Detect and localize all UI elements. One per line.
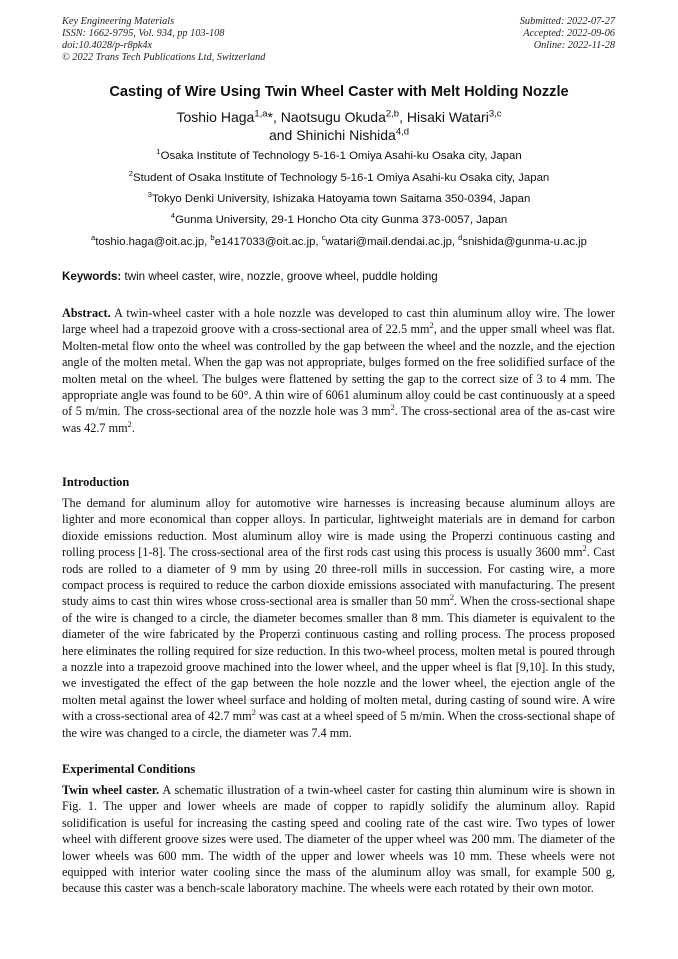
email-sup: a <box>91 233 96 243</box>
email-sup: d <box>458 233 463 243</box>
affiliation-text: Tokyo Denki University, Ishizaka Hatoyama town Saitama 350-0394, Japan <box>151 193 531 205</box>
section-heading-experimental: Experimental Conditions <box>62 762 196 776</box>
email-link[interactable]: watari@mail.dendai.ac.jp, <box>325 236 459 248</box>
author-affil-sup: 1,a <box>254 108 268 120</box>
introduction-paragraph <box>62 495 615 741</box>
author-affil-sup: 3,c <box>488 108 502 120</box>
paper-title: Casting of Wire Using Twin Wheel Caster with Melt Holding Nozzle <box>109 84 569 100</box>
abstract-text: A twin-wheel caster with a hole nozzle was developed to cast thin aluminum alloy wire. The lower large wheel had a trapezoid groove with a cross-sectional area of 22.5 mm <box>62 306 615 337</box>
journal-name: Key Engineering Materials <box>62 16 175 27</box>
email-link[interactable]: e1417033@oit.ac.jp, <box>214 236 322 248</box>
journal-copyright: © 2022 Trans Tech Publications Ltd, Switzerland <box>62 52 266 63</box>
affiliation-sup: 2 <box>128 169 134 179</box>
keywords <box>62 270 438 283</box>
author-and: and <box>268 127 297 143</box>
publication-dates <box>520 16 615 52</box>
experimental-paragraph <box>62 782 615 897</box>
author-name: Naotsugu Okuda <box>280 109 386 125</box>
superscript: 2 <box>429 321 434 331</box>
journal-info <box>62 16 265 64</box>
affiliation <box>0 211 678 226</box>
superscript: 2 <box>251 708 256 718</box>
intro-text: The demand for aluminum alloy for automotive wire harnesses is increasing because aluminum alloys are lighter and more economical than copper alloys. In particular, lightweight materials are in demand for carbon dioxide emissions reduction. Most aluminum alloy wire is made using the Properzi continuous casting and rolling process [1-8]. The cross-sectional area of the first rods cast using this process is usually 3600 mm <box>62 496 615 560</box>
keywords-text: twin wheel caster, wire, nozzle, groove wheel, puddle holding <box>121 270 438 283</box>
superscript: 2 <box>582 544 587 554</box>
intro-text: . When the cross-sectional shape of the wire is changed to a circle, the diameter becomes smaller than 8 mm. This diameter is equivalent to the diameter of the wire fabricated by the Properzi continuous casting and rolling process. The process proposed here eliminates the rolling required for size reduction. In this two-wheel process, molten metal is poured through a nozzle into a trapezoid groove machined into the lower wheel, and the upper wheel is flat [9,10]. In this study, we investigated the effect of the gap between the hole nozzle and the lower wheel, the ejection angle of the molten metal against the lower wheel surface and holding of molten metal, during casting of sound wire. A wire with a cross-sectional area of 42.7 mm <box>62 594 615 724</box>
corresponding-mark: *, <box>267 109 281 125</box>
affiliation-sup: 3 <box>147 190 152 200</box>
abstract-text: . <box>131 420 135 435</box>
intro-text: was cast at a wheel speed of 5 m/min. When the cross-sectional shape of the wire was changed to a circle, the diameter was 7.4 mm. <box>62 709 615 740</box>
abstract-text: , and the upper small wheel was flat. Molten-metal flow onto the wheel was controlled by the gap between the wheel and the nozzle, and the ejection angle of the molten metal. When the gap was not appropriate, bulges formed on the free solidified surface of the molten metal on the wheel. The bulges were flattened by setting the gap to the correct size of 3 to 4 mm. The appropriate angle was found to be 60°. A thin wire of 6061 aluminum alloy could be cast continuously at a speed of 5 m/min. The cross-sectional area of the nozzle hole was 3 mm <box>62 322 615 419</box>
journal-issn: ISSN: 1662-9795, Vol. 934, pp 103-108 <box>62 28 225 39</box>
date-online: Online: 2022-11-28 <box>533 40 615 51</box>
affiliation-text: Osaka Institute of Technology 5-16-1 Omiya Asahi-ku Osaka city, Japan <box>160 150 522 162</box>
affiliation <box>0 169 678 184</box>
superscript: 2 <box>390 403 395 413</box>
keywords-label: Keywords: <box>62 270 122 283</box>
email-sup: b <box>210 233 215 243</box>
author-name: Toshio Haga <box>176 109 255 125</box>
abstract-text: . The cross-sectional area of the as-cast wire was 42.7 mm <box>62 404 615 435</box>
author-name: Hisaki Watari <box>406 109 489 125</box>
author-affil-sup: 4,d <box>395 126 410 138</box>
section-heading-introduction: Introduction <box>62 475 130 489</box>
affiliation-sup: 4 <box>170 211 176 221</box>
author-line-1 <box>0 108 678 126</box>
email-link[interactable]: snishida@gunma-u.ac.jp <box>462 236 587 248</box>
experimental-text: A schematic illustration of a twin-wheel caster for casting thin aluminum wire is shown in Fig. 1. The upper and lower wheels are made of copper to rapidly solidify the aluminum alloy. Rapid solidification is useful for increasing the casting speed and cooling rate of the cast wire. Two types of lower wheel with different groove sizes were used. The diameter of the upper wheel was 200 mm. The diameter of the lower wheels was 600 mm. The width of the upper and lower wheels was 10 mm. These wheels were not equipped with interior water cooling since the mass of the aluminum alloy was small, for example 500 g, because this caster was a bench-scale laboratory machine. The wheels were each rotated by their own motor. <box>62 783 615 896</box>
email-link[interactable]: toshio.haga@oit.ac.jp, <box>95 236 211 248</box>
author-separator: , <box>399 109 407 125</box>
subsection-label: Twin wheel caster. <box>62 783 160 797</box>
affiliation <box>0 147 678 162</box>
affiliation-text: Student of Osaka Institute of Technology 5-16-1 Omiya Asahi-ku Osaka city, Japan <box>133 172 550 184</box>
author-line-2 <box>0 126 678 144</box>
affiliation <box>0 190 678 205</box>
intro-text: . Cast rods are rolled to a diameter of 9 mm by using 20 three-roll mills in succession. For casting wire, a more compact process is required to reduce the carbon dioxide emissions associated with manufacturing. The present study aims to cast thin wires whose cross-sectional area is smaller than 50 mm <box>62 545 615 609</box>
affiliation-text: Gunma University, 29-1 Honcho Ota city Gunma 373-0057, Japan <box>175 214 508 226</box>
email-sup: c <box>321 233 326 243</box>
author-list <box>0 108 678 144</box>
author-affil-sup: 2,b <box>385 108 400 120</box>
date-submitted: Submitted: 2022-07-27 <box>519 16 615 27</box>
superscript: 2 <box>449 593 455 603</box>
author-name: Shinichi Nishida <box>296 127 396 143</box>
journal-doi[interactable]: doi:10.4028/p-r8pk4x <box>62 40 153 51</box>
affiliation-sup: 1 <box>156 147 161 157</box>
date-accepted: Accepted: 2022-09-06 <box>523 28 615 39</box>
email-list <box>0 233 678 248</box>
abstract-label: Abstract. <box>62 306 111 320</box>
superscript: 2 <box>127 419 132 429</box>
abstract <box>62 305 615 436</box>
